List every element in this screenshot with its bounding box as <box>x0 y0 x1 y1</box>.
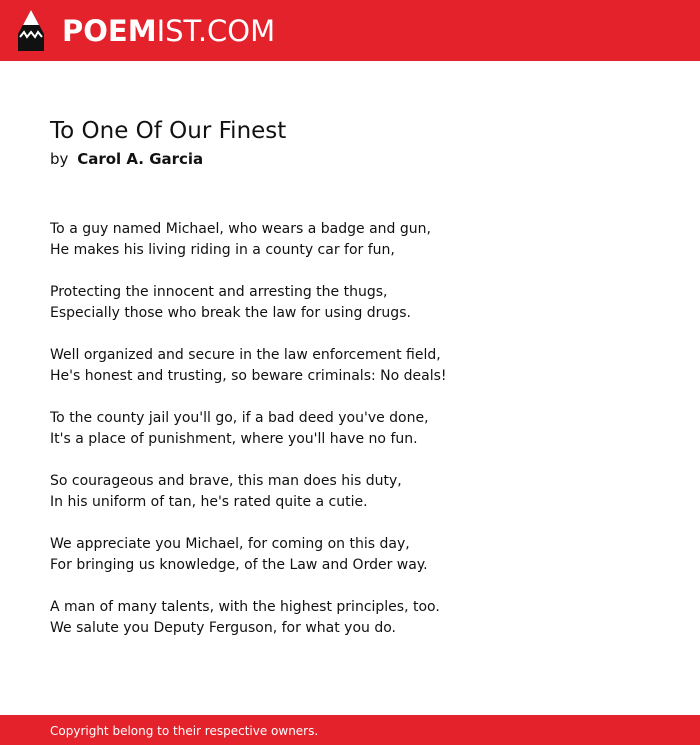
poem-line: Protecting the innocent and arresting the thugs, <box>50 284 388 300</box>
pencil-tip-icon[interactable] <box>18 10 44 51</box>
author-name: Carol A. Garcia <box>77 150 204 168</box>
poem-line: A man of many talents, with the highest principles, too. <box>50 599 440 615</box>
site-footer <box>0 715 700 745</box>
stanza-gap <box>50 387 650 408</box>
poem-line: To a guy named Michael, who wears a badge and gun, <box>50 221 431 237</box>
stanza-gap <box>50 576 650 597</box>
site-header <box>0 0 700 61</box>
byline <box>50 149 203 169</box>
stanza <box>50 408 650 450</box>
poem-line: Well organized and secure in the law enforcement field, <box>50 347 441 363</box>
poem-line: In his uniform of tan, he's rated quite a cutie. <box>50 494 368 510</box>
poem-line: For bringing us knowledge, of the Law and Order way. <box>50 557 428 573</box>
stanza <box>50 282 650 324</box>
logo-strong-text: POEM <box>62 14 157 48</box>
poem-line: We appreciate you Michael, for coming on this day, <box>50 536 410 552</box>
poem-line: He's honest and trusting, so beware criminals: No deals! <box>50 368 447 384</box>
logo-light-text: IST.COM <box>156 14 276 48</box>
stanza-gap <box>50 261 650 282</box>
stanza-gap <box>50 324 650 345</box>
poem-line: He makes his living riding in a county car for fun, <box>50 242 395 258</box>
stanza <box>50 597 650 639</box>
poem-line: To the county jail you'll go, if a bad deed you've done, <box>50 410 429 426</box>
stanza <box>50 345 650 387</box>
site-logo[interactable] <box>62 14 275 48</box>
stanza <box>50 471 650 513</box>
stanza-gap <box>50 450 650 471</box>
poem-line: So courageous and brave, this man does his duty, <box>50 473 402 489</box>
stanza <box>50 534 650 576</box>
stanza <box>50 219 650 261</box>
copyright-text: Copyright belong to their respective owners. <box>50 724 319 738</box>
stanza-gap <box>50 513 650 534</box>
by-label: by <box>50 150 69 168</box>
poem-line: Especially those who break the law for using drugs. <box>50 305 411 321</box>
poem-body <box>50 219 650 639</box>
poem-title: To One Of Our Finest <box>50 118 287 144</box>
poem-line: We salute you Deputy Ferguson, for what you do. <box>50 620 397 636</box>
poem-line: It's a place of punishment, where you'll have no fun. <box>50 431 418 447</box>
